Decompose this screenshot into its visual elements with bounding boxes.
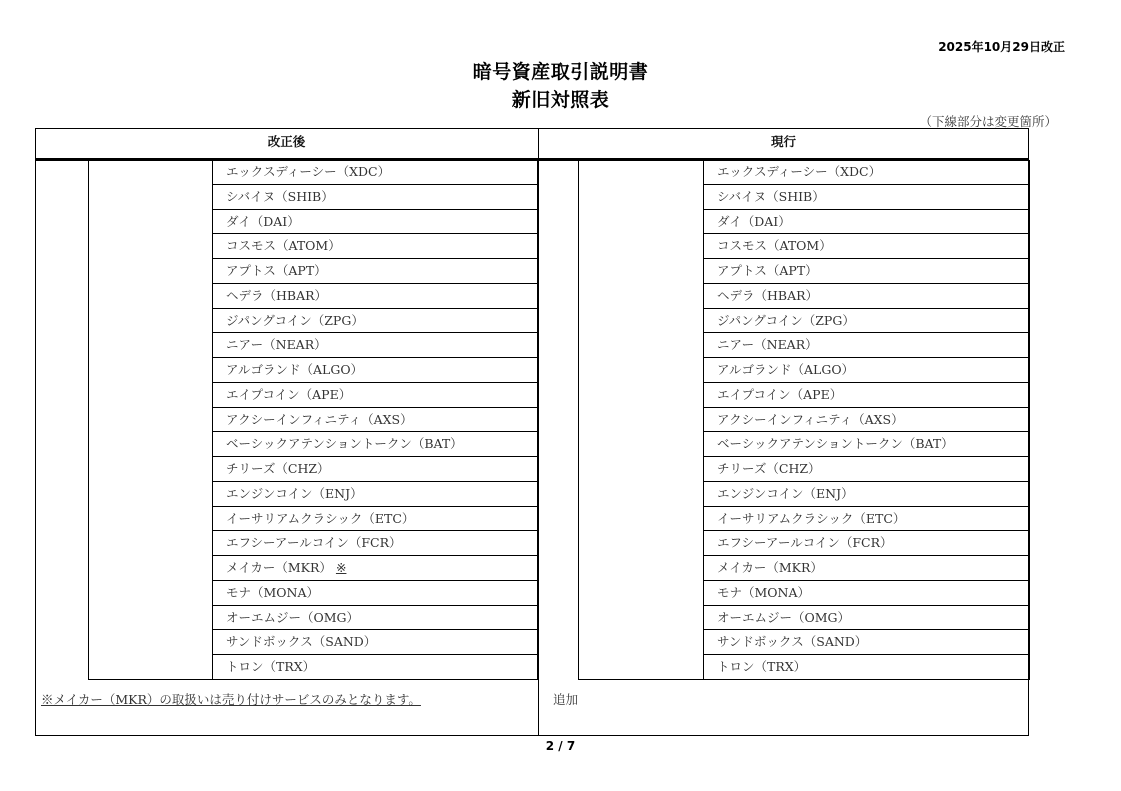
list-item: ジパングコイン（ZPG） xyxy=(213,309,537,334)
mkr-footnote: ※メイカー（MKR）の取扱いは売り付けサービスのみとなります。 xyxy=(41,692,421,707)
after-revision-coin-list xyxy=(213,160,537,680)
list-item: イーサリアムクラシック（ETC） xyxy=(213,507,537,532)
list-item: オーエムジー（OMG） xyxy=(213,606,537,631)
empty-label-cell xyxy=(89,160,213,679)
list-item: トロン（TRX） xyxy=(226,659,316,674)
list-item: ダイ（DAI） xyxy=(704,210,1028,235)
column-header-current: 現行 xyxy=(770,134,796,149)
list-item: アルゴランド（ALGO） xyxy=(213,358,537,383)
footnote-marker: ※ xyxy=(335,560,347,575)
list-item: モナ（MONA） xyxy=(213,581,537,606)
list-item: エフシーアールコイン（FCR） xyxy=(704,531,1028,556)
list-item: シバイヌ（SHIB） xyxy=(704,185,1028,210)
list-item: エックスディーシー（XDC） xyxy=(704,160,1028,185)
document-subtitle: 新旧対照表 xyxy=(511,89,610,111)
list-item: エンジンコイン（ENJ） xyxy=(704,482,1028,507)
list-item: アクシーインフィニティ（AXS） xyxy=(704,408,1028,433)
list-item: ヘデラ（HBAR） xyxy=(704,284,1028,309)
underline-legend-note: （下線部分は変更箇所） xyxy=(919,114,1057,129)
list-item: エックスディーシー（XDC） xyxy=(213,160,537,185)
list-item: エイプコイン（APE） xyxy=(704,383,1028,408)
list-item: エフシーアールコイン（FCR） xyxy=(213,531,537,556)
list-item: シバイヌ（SHIB） xyxy=(213,185,537,210)
list-item: チリーズ（CHZ） xyxy=(213,457,537,482)
list-item: ヘデラ（HBAR） xyxy=(213,284,537,309)
document-title: 暗号資産取引説明書 xyxy=(472,61,649,83)
list-item: コスモス（ATOM） xyxy=(213,234,537,259)
list-item: トロン（TRX） xyxy=(717,659,807,674)
current-coin-table xyxy=(578,160,1030,680)
list-item-mkr: メイカー（MKR） ※ xyxy=(213,556,537,581)
list-item: モナ（MONA） xyxy=(704,581,1028,606)
revision-date: 2025年10月29日改正 xyxy=(938,40,1065,54)
list-item: ダイ（DAI） xyxy=(213,210,537,235)
empty-label-cell xyxy=(579,160,704,679)
list-item: アクシーインフィニティ（AXS） xyxy=(213,408,537,433)
list-item: ジパングコイン（ZPG） xyxy=(704,309,1028,334)
list-item: ニアー（NEAR） xyxy=(213,333,537,358)
page-number: 2 / 7 xyxy=(545,739,576,753)
list-item: ベーシックアテンショントークン（BAT） xyxy=(704,432,1028,457)
list-item: サンドボックス（SAND） xyxy=(213,630,537,655)
list-item: イーサリアムクラシック（ETC） xyxy=(704,507,1028,532)
list-item: エイプコイン（APE） xyxy=(213,383,537,408)
column-header-after-revision: 改正後 xyxy=(267,134,306,149)
list-item: エンジンコイン（ENJ） xyxy=(213,482,537,507)
list-item: メイカー（MKR） xyxy=(704,556,1028,581)
list-item: アルゴランド（ALGO） xyxy=(704,358,1028,383)
list-item: ベーシックアテンショントークン（BAT） xyxy=(213,432,537,457)
current-coin-list xyxy=(704,160,1028,680)
list-item: ニアー（NEAR） xyxy=(704,333,1028,358)
list-item: アプトス（APT） xyxy=(213,259,537,284)
list-item: アプトス（APT） xyxy=(704,259,1028,284)
after-revision-coin-table xyxy=(88,160,538,680)
list-item: チリーズ（CHZ） xyxy=(704,457,1028,482)
change-note-added: 追加 xyxy=(553,692,579,707)
list-item: オーエムジー（OMG） xyxy=(704,606,1028,631)
list-item: サンドボックス（SAND） xyxy=(704,630,1028,655)
list-item: コスモス（ATOM） xyxy=(704,234,1028,259)
